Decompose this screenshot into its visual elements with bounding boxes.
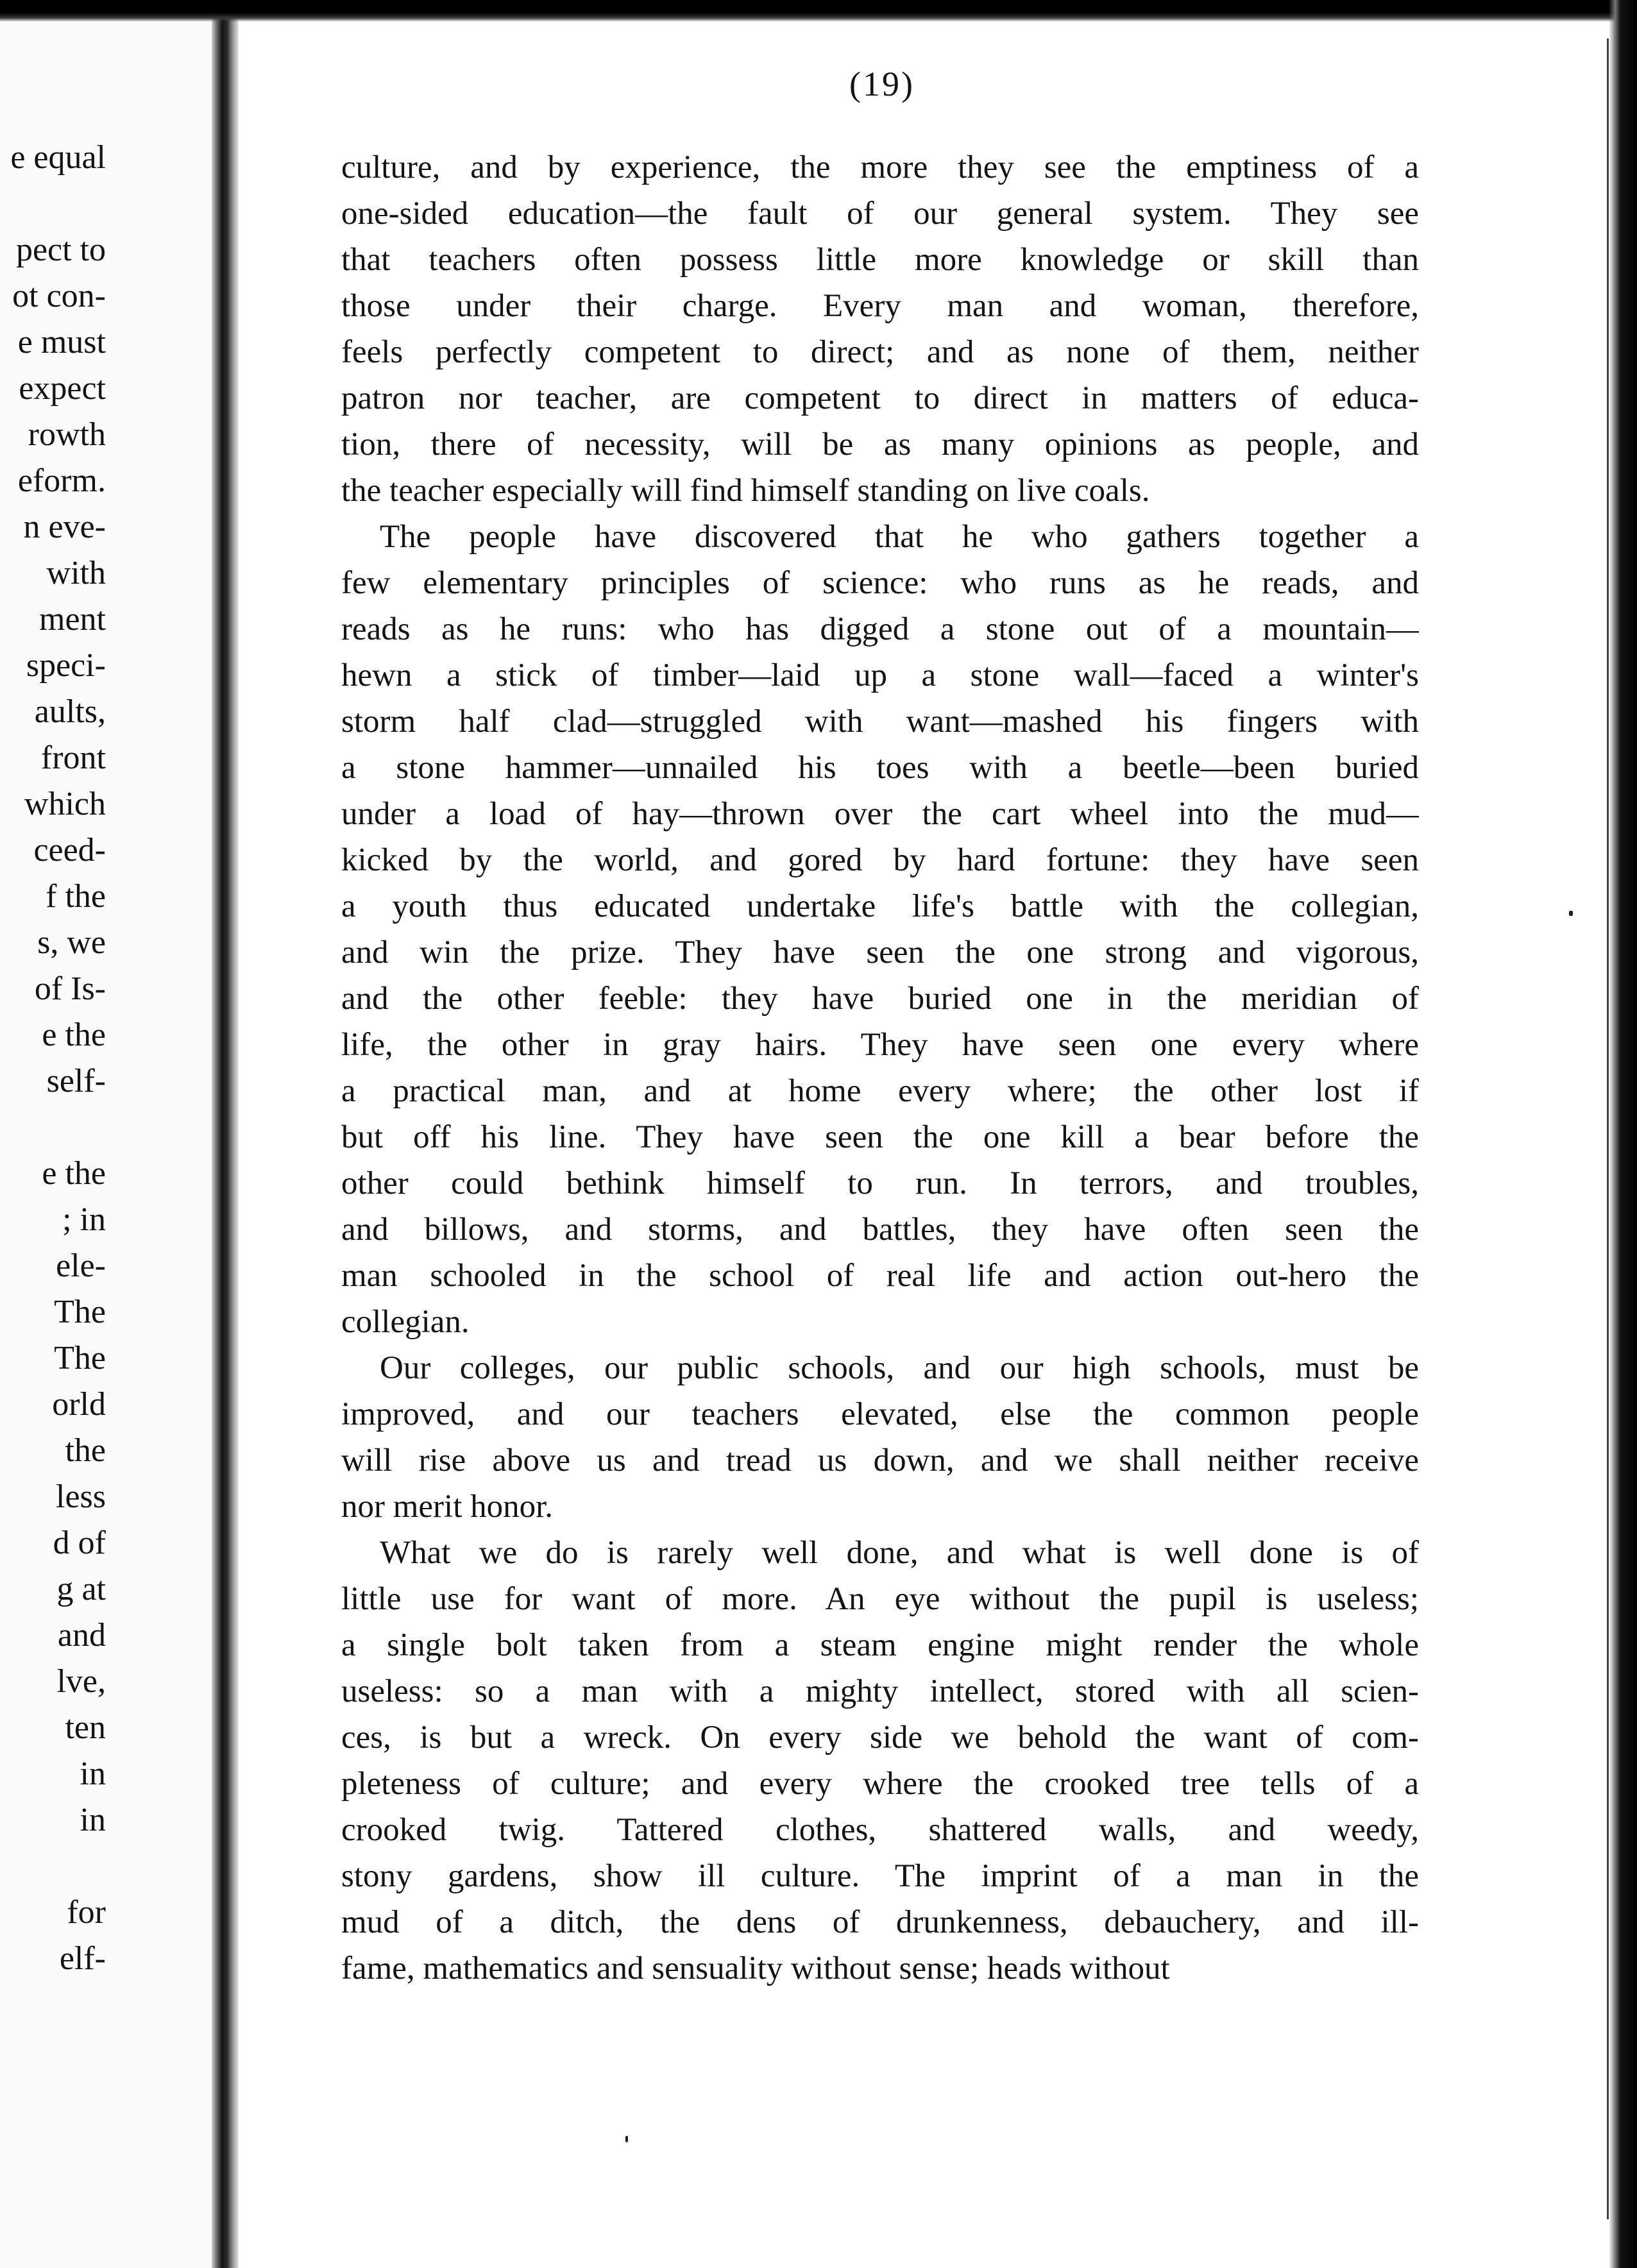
facing-page-line: e must xyxy=(17,324,106,360)
facing-page-line: front xyxy=(40,740,106,776)
facing-page-line: for xyxy=(67,1894,106,1931)
text-line: one-sided education—the fault of our general system. They see xyxy=(341,196,1419,232)
book-gutter xyxy=(212,0,239,2268)
facing-page-line: g at xyxy=(56,1571,106,1607)
facing-page-line: lve, xyxy=(56,1663,106,1700)
facing-page-line: ot con- xyxy=(12,278,106,314)
text-line: but off his line. They have seen the one kill a bear before the xyxy=(341,1119,1419,1155)
text-line: a practical man, and at home every where; the other lost if xyxy=(341,1073,1419,1109)
text-line: the teacher especially will find himself standing on live coals. xyxy=(341,473,1150,509)
facing-page-line: e equal xyxy=(10,139,106,176)
facing-page-line: The xyxy=(54,1294,106,1330)
facing-page-line xyxy=(0,181,106,227)
text-line: feels perfectly competent to direct; and as none of them, neither xyxy=(341,334,1419,370)
text-line: mud of a ditch, the dens of drunkenness, debauchery, and ill- xyxy=(341,1904,1419,1940)
facing-page-line: and xyxy=(57,1617,106,1654)
facing-page xyxy=(0,0,212,2268)
paragraph xyxy=(341,144,1419,514)
facing-page-line: orld xyxy=(52,1386,106,1423)
facing-page-line: with xyxy=(46,555,106,591)
text-line: few elementary principles of science: who runs as he reads, and xyxy=(341,565,1419,601)
facing-page-line: in xyxy=(80,1756,106,1792)
facing-page-line: of Is- xyxy=(34,970,106,1007)
text-line: pleteness of culture; and every where the crooked tree tells of a xyxy=(341,1766,1419,1802)
text-line: kicked by the world, and gored by hard fortune: they have seen xyxy=(341,842,1419,878)
facing-page-line xyxy=(0,1843,106,1890)
facing-page-line: aults, xyxy=(34,693,106,730)
scan-top-edge xyxy=(0,0,1637,22)
text-line: a youth thus educated undertake life's battle with the collegian, xyxy=(341,888,1419,924)
text-line: reads as he runs: who has digged a stone out of a mountain— xyxy=(341,611,1419,647)
text-line: useless: so a man with a mighty intellect, stored with all scien- xyxy=(341,1673,1419,1709)
text-line: man schooled in the school of real life and action out-hero the xyxy=(341,1258,1419,1294)
text-line: under a load of hay—thrown over the cart wheel into the mud— xyxy=(341,796,1419,832)
facing-page-line: s, we xyxy=(37,924,106,961)
text-line: a stone hammer—unnailed his toes with a beetle—been buried xyxy=(341,750,1419,786)
text-line: hewn a stick of timber—laid up a stone wall—faced a winter's xyxy=(341,657,1419,693)
facing-page-line: speci- xyxy=(26,647,106,684)
text-line: will rise above us and tread us down, and we shall neither receive xyxy=(341,1443,1419,1478)
facing-page-line: expect xyxy=(19,370,106,407)
facing-page-line: ceed- xyxy=(33,832,106,868)
facing-page-line: ten xyxy=(65,1709,106,1746)
text-line: those under their charge. Every man and woman, therefore, xyxy=(341,288,1419,324)
text-line: nor merit honor. xyxy=(341,1489,554,1525)
text-line: tion, there of necessity, will be as many opinions as people, and xyxy=(341,427,1419,462)
text-line: other could bethink himself to run. In terrors, and troubles, xyxy=(341,1165,1419,1201)
facing-page-line: ; in xyxy=(62,1201,106,1238)
facing-page-line: The xyxy=(54,1340,106,1376)
text-line: stony gardens, show ill culture. The imprint of a man in the xyxy=(341,1858,1419,1894)
main-text-column xyxy=(341,144,1419,1992)
scan-speck xyxy=(625,2136,628,2142)
facing-page-line: which xyxy=(24,786,106,822)
facing-page-line: elf- xyxy=(59,1940,106,1977)
text-line: life, the other in gray hairs. They have seen one every where xyxy=(341,1027,1419,1063)
text-line: The people have discovered that he who gathers together a xyxy=(380,519,1419,555)
facing-page-line: in xyxy=(80,1802,106,1838)
text-line: culture, and by experience, the more they see the emptiness of a xyxy=(341,149,1419,185)
facing-page-line: ment xyxy=(39,601,106,638)
text-line: storm half clad—struggled with want—mashed his fingers with xyxy=(341,704,1419,740)
facing-page-line: eform. xyxy=(17,462,106,499)
text-line: improved, and our teachers elevated, else the common people xyxy=(341,1396,1419,1432)
text-line: Our colleges, our public schools, and our high schools, must be xyxy=(380,1350,1419,1386)
text-line: fame, mathematics and sensuality without sense; heads without xyxy=(341,1951,1170,1986)
text-line: collegian. xyxy=(341,1304,470,1340)
text-line: and billows, and storms, and battles, they have often seen the xyxy=(341,1212,1419,1248)
text-line: that teachers often possess little more knowledge or skill than xyxy=(341,242,1419,278)
text-line: patron nor teacher, are competent to direct in matters of educa- xyxy=(341,380,1419,416)
text-line: and the other feeble: they have buried one in the meridian of xyxy=(341,981,1419,1017)
scan-speck xyxy=(1569,911,1573,916)
facing-page-line: e the xyxy=(42,1017,106,1053)
page-number: (19) xyxy=(849,65,915,103)
text-line: and win the prize. They have seen the one strong and vigorous, xyxy=(341,935,1419,970)
facing-page-text xyxy=(0,135,106,1982)
facing-page-line: n eve- xyxy=(23,509,106,545)
facing-page-line: rowth xyxy=(28,416,106,453)
facing-page-line: e the xyxy=(42,1155,106,1192)
paragraph xyxy=(341,514,1419,1345)
text-line: little use for want of more. An eye without the pupil is useless; xyxy=(341,1581,1419,1617)
paragraph xyxy=(341,1345,1419,1530)
facing-page-line xyxy=(0,1104,106,1151)
facing-page-line: self- xyxy=(46,1063,106,1099)
facing-page-line: pect to xyxy=(15,232,106,268)
facing-page-line: d of xyxy=(53,1525,106,1561)
text-line: What we do is rarely well done, and what is well done is of xyxy=(380,1535,1419,1571)
facing-page-line: the xyxy=(65,1432,106,1469)
text-line: ces, is but a wreck. On every side we behold the want of com- xyxy=(341,1720,1419,1756)
facing-page-line: ele- xyxy=(56,1248,106,1284)
facing-page-line: less xyxy=(56,1478,106,1515)
facing-page-line: f the xyxy=(46,878,106,915)
text-line: a single bolt taken from a steam engine might render the whole xyxy=(341,1627,1419,1663)
scan-right-edge xyxy=(1609,0,1637,2268)
text-line: crooked twig. Tattered clothes, shattered walls, and weedy, xyxy=(341,1812,1419,1848)
paragraph xyxy=(341,1530,1419,1992)
